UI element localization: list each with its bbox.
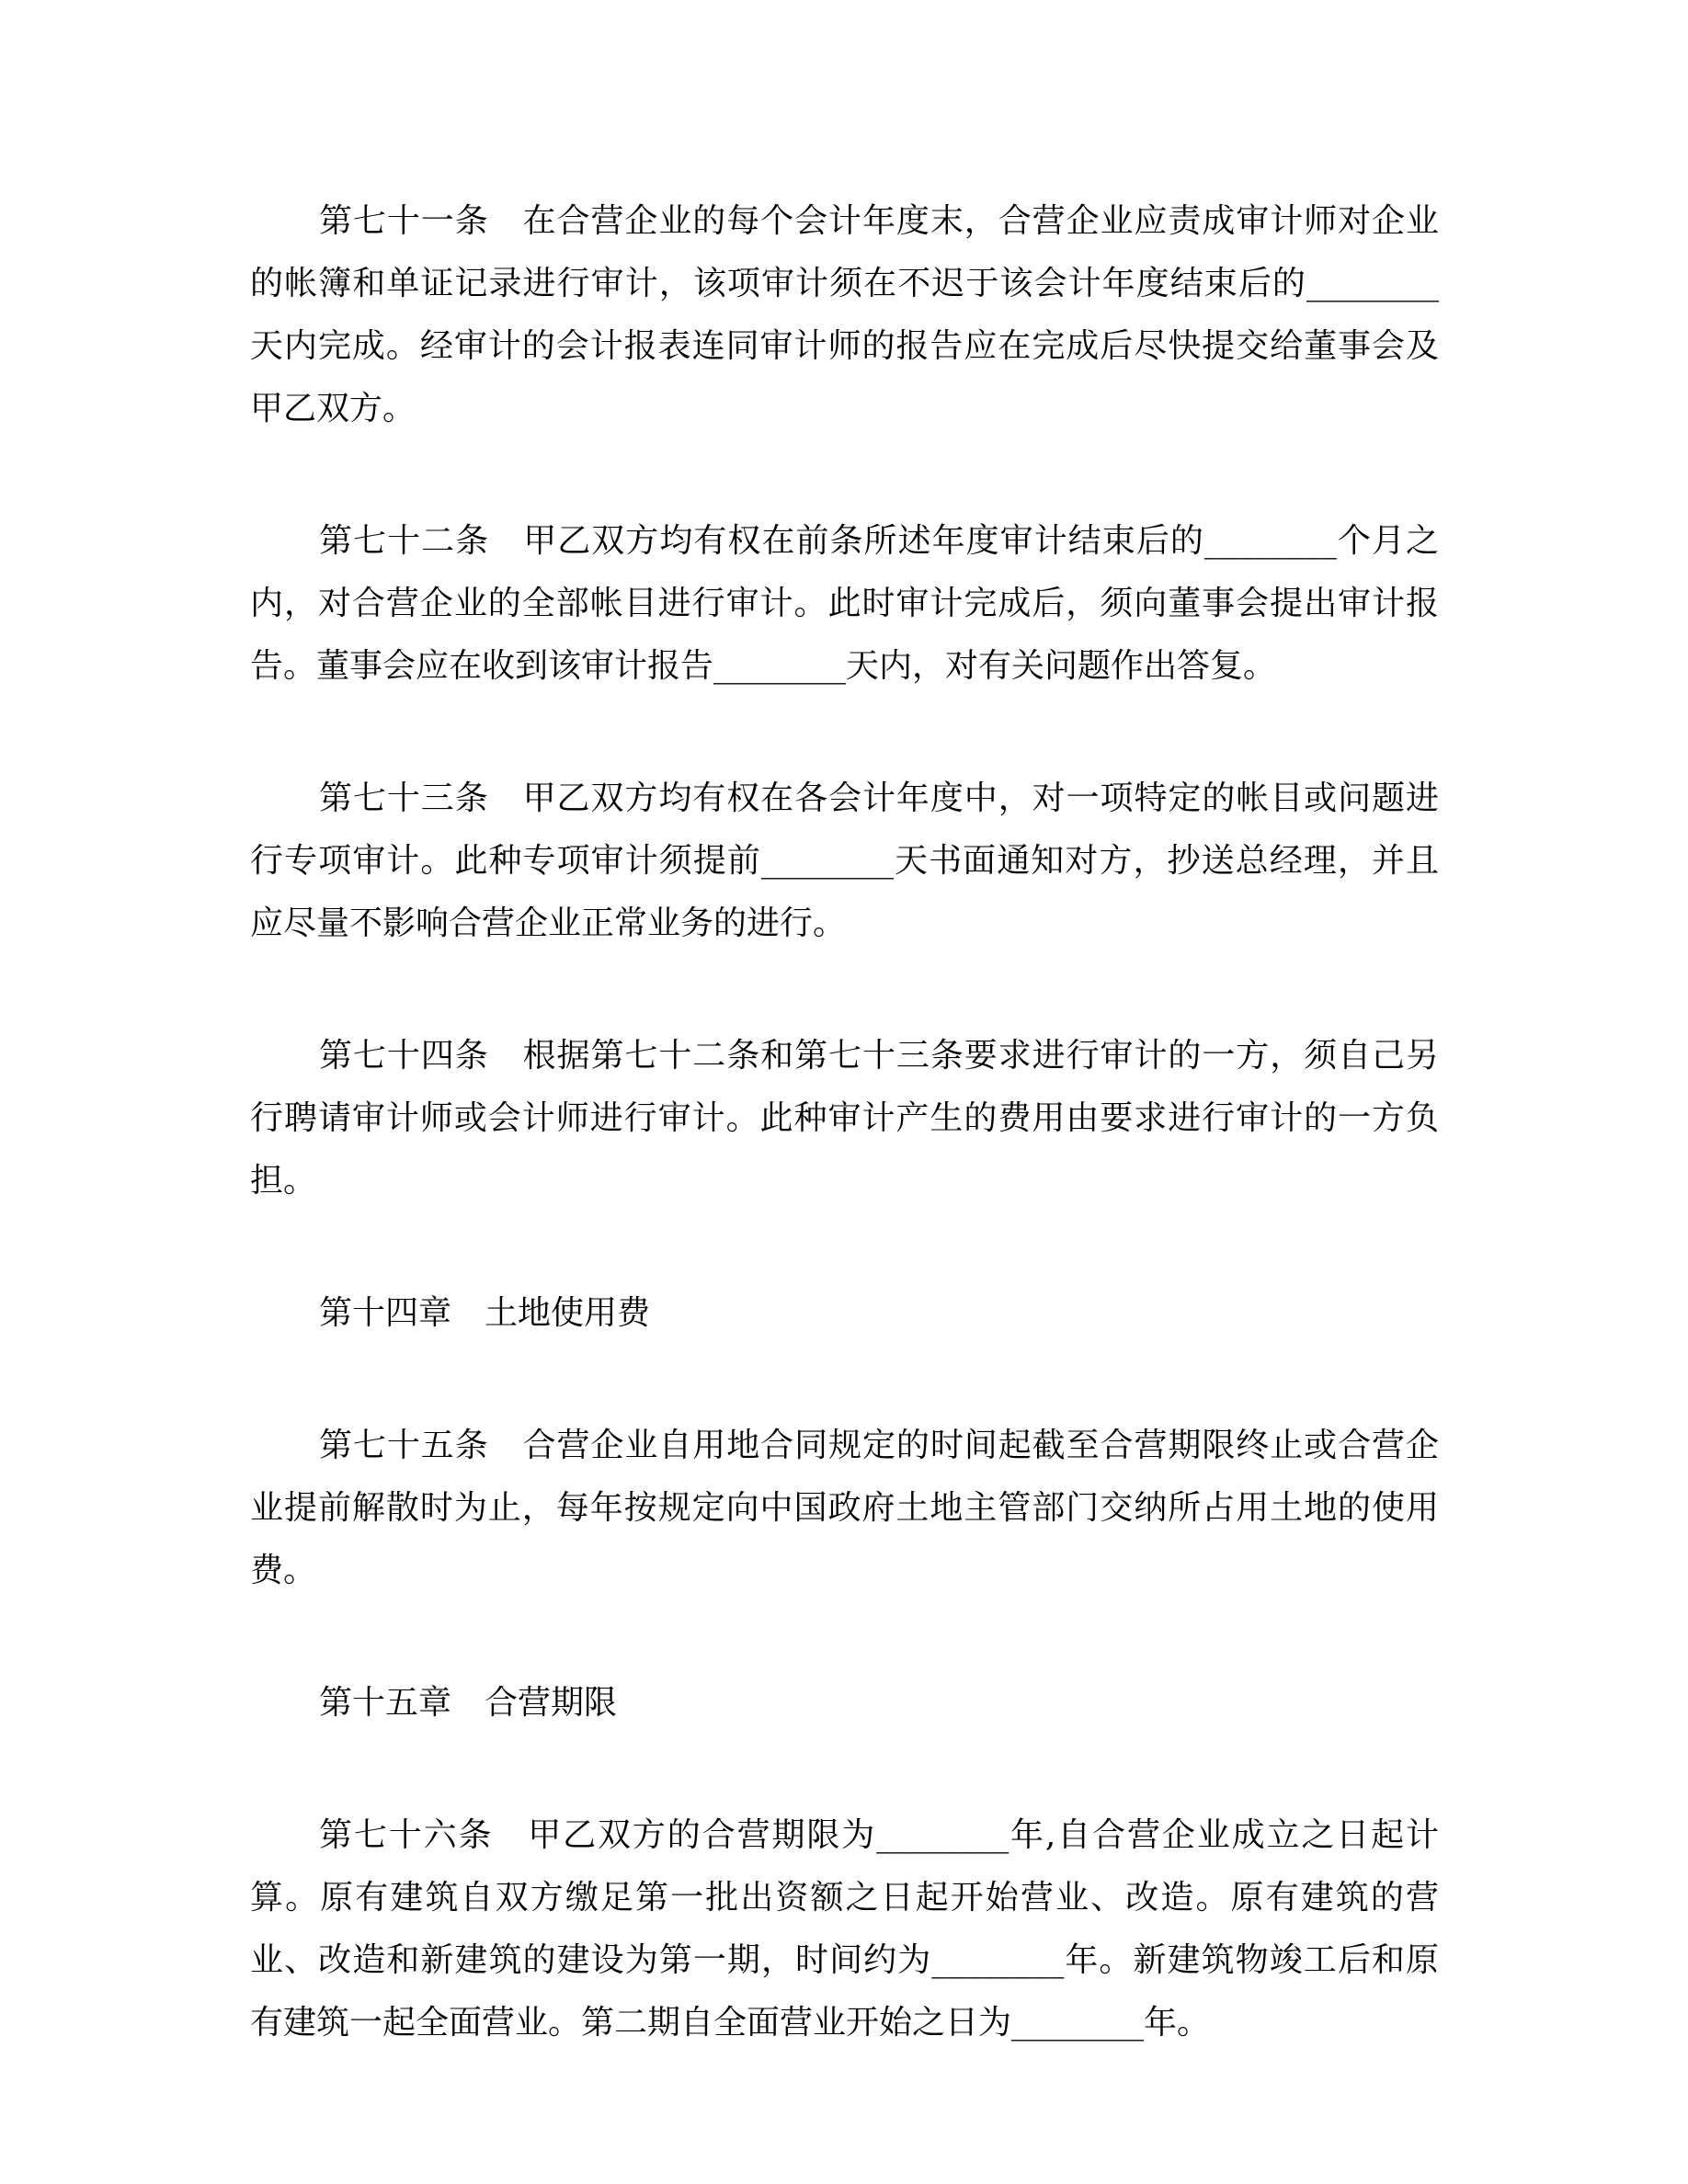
article-71: 第七十一条 在合营企业的每个会计年度末，合营企业应责成审计师对企业的帐簿和单证记录进行审计，该项审计须在不迟于该会计年度结束后的________天内完成。经审计的会计报表连同审计师的报告应在完成后尽快提交给董事会及甲乙双方。 (250, 202, 1439, 427)
article-74: 第七十四条 根据第七十二条和第七十三条要求进行审计的一方，须自己另行聘请审计师或会计师进行审计。此种审计产生的费用由要求进行审计的一方负担。 (250, 1037, 1439, 1200)
chapter-14-heading: 第十四章 土地使用费 (319, 1294, 651, 1332)
chapter-15-heading: 第十五章 合营期限 (319, 1684, 618, 1722)
article-73: 第七十三条 甲乙双方均有权在各会计年度中，对一项特定的帐目或问题进行专项审计。此种专项审计须提前________天书面通知对方，抄送总经理，并且应尽量不影响合营企业正常业务的进行。 (250, 779, 1439, 942)
article-76: 第七十六条 甲乙双方的合营期限为________年,自合营企业成立之日起计算。原有建筑自双方缴足第一批出资额之日起开始营业、改造。原有建筑的营业、改造和新建筑的建设为第一期，时间约为________年。新建筑物竣工后和原有建筑一起全面营业。第二期自全面营业开始之日为________年。 (250, 1816, 1439, 2042)
article-72: 第七十二条 甲乙双方均有权在前条所述年度审计结束后的________个月之内，对合营企业的全部帐目进行审计。此时审计完成后，须向董事会提出审计报告。董事会应在收到该审计报告________天内，对有关问题作出答复。 (250, 522, 1439, 685)
article-75: 第七十五条 合营企业自用地合同规定的时间起截至合营期限终止或合营企业提前解散时为止，每年按规定向中国政府土地主管部门交纳所占用土地的使用费。 (250, 1427, 1439, 1589)
document-body (250, 190, 1439, 2054)
